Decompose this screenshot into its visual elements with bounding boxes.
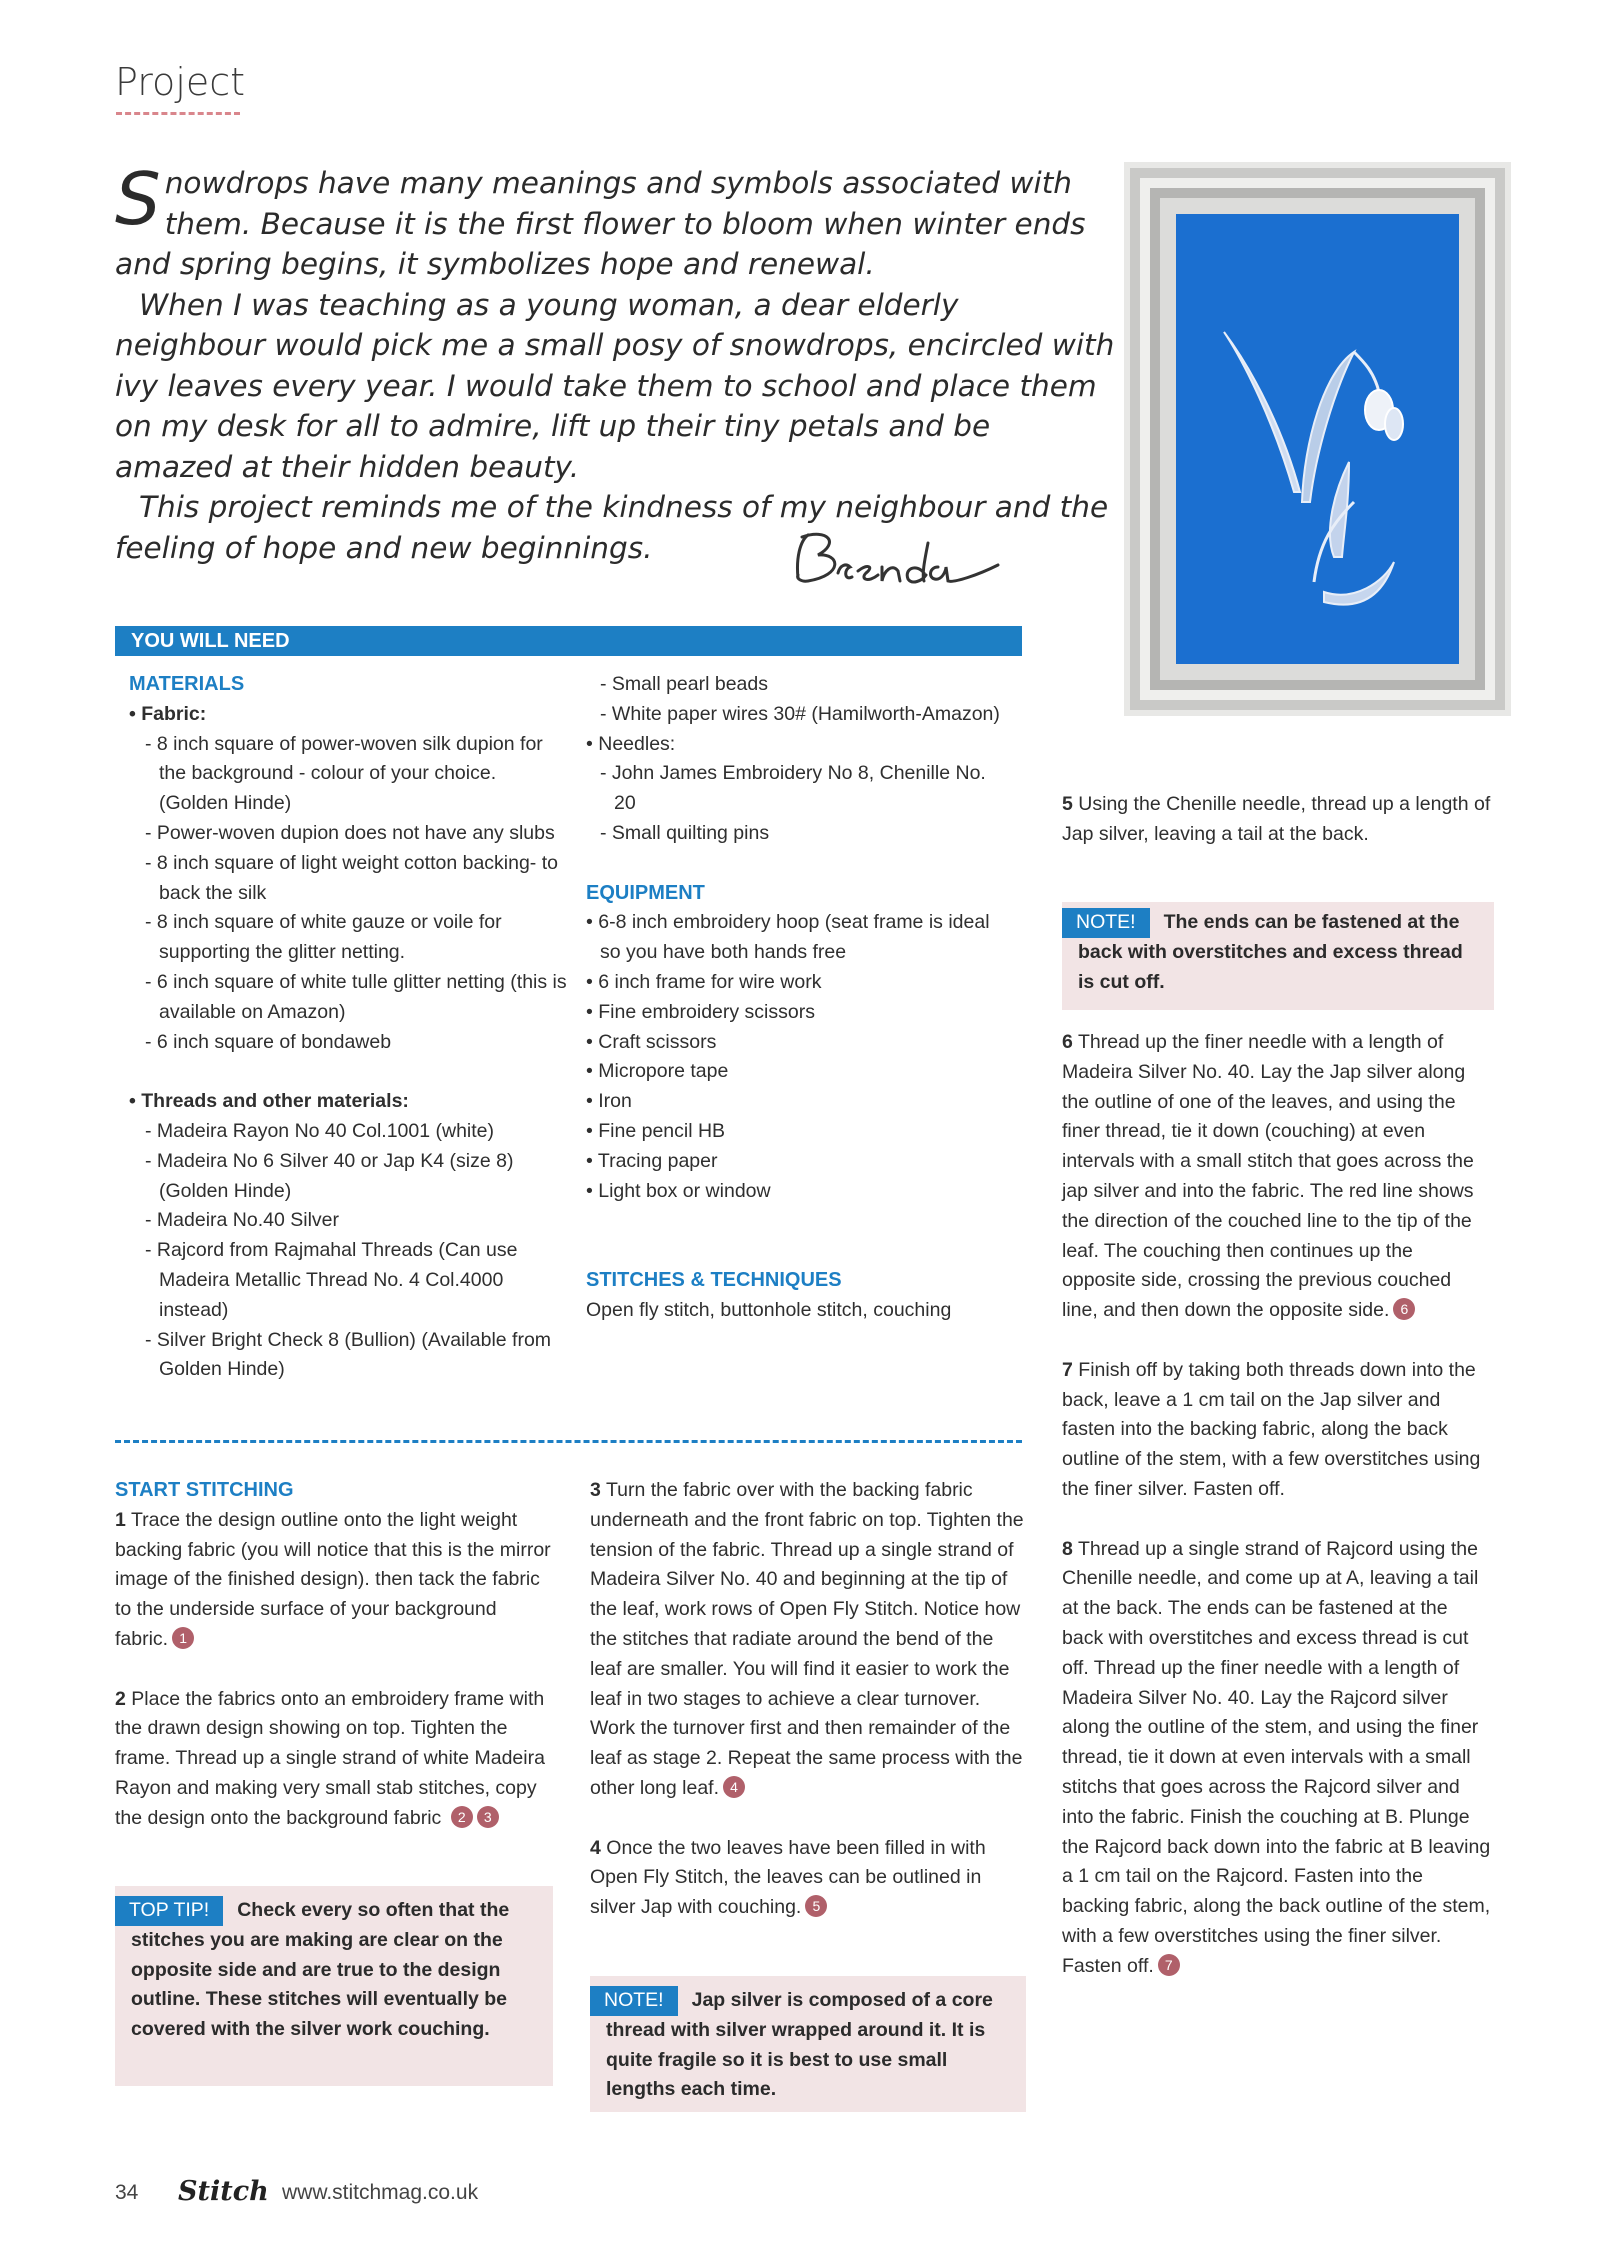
top-tip-box	[115, 1886, 553, 2086]
needles-heading: • Needles:	[586, 732, 676, 755]
equipment-item: • Micropore tape	[586, 1060, 729, 1083]
section-title: Project	[115, 60, 246, 104]
you-will-need-banner: YOU WILL NEED	[115, 626, 1022, 656]
needle-item: - John James Embroidery No 8, Chenille No. 20	[600, 762, 986, 815]
page-number: 34	[115, 2181, 139, 2204]
step-image-badge: 4	[723, 1776, 745, 1798]
steps-column-2	[590, 1476, 1030, 1923]
note-text: Jap silver is composed of a core thread with silver wrapped around it. It is quite fragile so it is best to use small lengths each time.	[606, 1989, 993, 2101]
material-item: - Small pearl beads	[600, 673, 768, 695]
note-tag: NOTE!	[590, 1986, 678, 2016]
steps-column-3a	[1062, 790, 1492, 850]
note-box-ends	[1062, 902, 1494, 1010]
thread-item: - Silver Bright Check 8 (Bullion) (Available from Golden Hinde)	[145, 1328, 552, 1381]
materials-column-1	[129, 670, 569, 1385]
thread-item: - Madeira No.40 Silver	[145, 1209, 339, 1232]
thread-item: - Rajcord from Rajmahal Threads (Can use Madeira Metallic Thread No. 4 Col.4000 instead)	[145, 1239, 518, 1321]
threads-heading: • Threads and other materials:	[129, 1090, 409, 1113]
magazine-logo: Stitch	[178, 2176, 269, 2207]
steps-column-3b	[1062, 1028, 1492, 1982]
fabric-item: - 8 inch square of power-woven silk dupion for the background - colour of your choice. (Golden Hinde)	[145, 732, 543, 815]
step-image-badge: 1	[172, 1627, 194, 1649]
title-underline	[116, 112, 240, 115]
equipment-item: • Light box or window	[586, 1179, 771, 1202]
equipment-item: • Iron	[586, 1090, 632, 1113]
step-4: 4 Once the two leaves have been filled in with Open Fly Stitch, the leaves can be outlined in silver Jap with couching. 5	[590, 1836, 986, 1919]
start-stitching-heading: START STITCHING	[115, 1479, 294, 1501]
signature-image	[778, 523, 1028, 603]
step-3: 3 Turn the fabric over with the backing fabric underneath and the front fabric on top. Tighten the tension of the fabric. Thread up a single strand of Madeira Silver No. 40 and beginning at the tip of the leaf, work rows of Open Fly Stitch. Notice how the stitches that radiate around the bend of the leaf are smaller. You will find it easier to work the leaf in two stages to achieve a clear turnover. Work the turnover first and then remainder of the leaf as stage 2. Repeat the same process with the other long leaf. 4	[590, 1479, 1024, 1799]
step-image-badge: 6	[1393, 1298, 1415, 1320]
equipment-item: • 6-8 inch embroidery hoop (seat frame is ideal so you have both hands free	[586, 911, 990, 964]
step-image-badge: 5	[805, 1895, 827, 1917]
needle-item: - Small quilting pins	[600, 821, 770, 844]
step-7: 7 Finish off by taking both threads down into the back, leave a 1 cm tail on the Jap silver and fasten into the backing fabric, along the back outline of the stem, with a few overstitches using the finer silver. Fasten off.	[1062, 1358, 1481, 1500]
material-item: - White paper wires 30# (Hamilworth-Amazon)	[600, 702, 1000, 725]
intro-paragraph-1: nowdrops have many meanings and symbols associated with them. Because it is the first flower to bloom when winter ends and spring begins, it symbolizes hope and renewal.	[115, 166, 1086, 281]
step-8: 8 Thread up a single strand of Rajcord using the Chenille needle, and come up at A, leaving a tail at the back. The ends can be fastened at the back with overstitches and excess thread is cut off. Thread up the finer needle with a length of Madeira Silver No. 40. Lay the Rajcord silver along the outline of the stem, and using the finer thread, tie it down at even intervals with a small stitchs that goes across the Rajcord silver and into the fabric. Finish the couching at B. Plunge the Rajcord back down into the fabric at B leaving a 1 cm tail on the Rajcord. Fasten into the backing fabric, along the back outline of the stem, with a few overstitches using the finer silver. Fasten off. 7	[1062, 1537, 1491, 1977]
step-5: 5 Using the Chenille needle, thread up a length of Jap silver, leaving a tail at the back.	[1062, 793, 1491, 845]
fabric-item: - 8 inch square of white gauze or voile for supporting the glitter netting.	[145, 911, 502, 964]
step-2: 2 Place the fabrics onto an embroidery frame with the drawn design showing on top. Tighten the frame. Thread up a single strand of white Madeira Rayon and making very small stab stitches, copy the design onto the background fabric 2 3	[115, 1687, 545, 1829]
intro-text	[115, 157, 1115, 568]
fabric-heading: • Fabric:	[129, 702, 207, 725]
equipment-heading: EQUIPMENT	[586, 881, 705, 904]
intro-paragraph-3: This project reminds me of the kindness of my neighbour and the feeling of hope and new beginnings.	[115, 490, 1109, 565]
step-6: 6 Thread up the finer needle with a length of Madeira Silver No. 40. Lay the Jap silver along the outline of one of the leaves, and using the finer thread, tie it down (couching) at even intervals with a small stitch that goes across the jap silver and into the fabric. The red line shows the direction of the couched line to the tip of the leaf. The couching then continues up the opposite side, crossing the previous couched line, and then down the opposite side. 6	[1062, 1031, 1474, 1322]
equipment-item: • 6 inch frame for wire work	[586, 970, 822, 993]
fabric-item: - Power-woven dupion does not have any slubs	[145, 821, 555, 844]
materials-heading: MATERIALS	[129, 673, 245, 695]
website-url: www.stitchmag.co.uk	[282, 2181, 479, 2204]
note-box-jap-silver	[590, 1976, 1026, 2112]
steps-column-1	[115, 1476, 555, 1834]
step-image-badge: 2	[451, 1806, 473, 1828]
framed-snowdrop-photo	[1124, 162, 1511, 716]
fabric-item: - 8 inch square of light weight cotton backing- to back the silk	[145, 851, 558, 904]
note-tag: NOTE!	[1062, 908, 1150, 938]
note-text: The ends can be fastened at the back with overstitches and excess thread is cut off.	[1078, 911, 1463, 993]
section-divider	[115, 1440, 1022, 1443]
drop-cap: S	[115, 157, 161, 241]
materials-column-2	[586, 670, 1006, 1326]
intro-paragraph-2: When I was teaching as a young woman, a dear elderly neighbour would pick me a small posy of snowdrops, encircled with ivy leaves every year. I would take them to school and place them on my desk for all to admire, lift up their tiny petals and be amazed at their hidden beauty.	[115, 287, 1115, 484]
equipment-item: • Fine pencil HB	[586, 1119, 726, 1142]
step-1: 1 Trace the design outline onto the light weight backing fabric (you will notice that this is the mirror image of the finished design). then tack the fabric to the underside surface of your background fabric. 1	[115, 1508, 551, 1650]
step-image-badge: 3	[477, 1806, 499, 1828]
top-tip-text: Check every so often that the stitches you are making are clear on the opposite side and are true to the design outline. These stitches will eventually be covered with the silver work couching.	[131, 1899, 510, 2041]
top-tip-tag: TOP TIP!	[115, 1896, 223, 1926]
thread-item: - Madeira Rayon No 40 Col.1001 (white)	[145, 1119, 495, 1142]
step-image-badge: 7	[1158, 1954, 1180, 1976]
stitches-text: Open fly stitch, buttonhole stitch, couching	[586, 1298, 952, 1321]
equipment-item: • Tracing paper	[586, 1149, 718, 1172]
equipment-item: • Craft scissors	[586, 1030, 717, 1053]
thread-item: - Madeira No 6 Silver 40 or Jap K4 (size 8) (Golden Hinde)	[145, 1149, 514, 1202]
stitches-heading: STITCHES & TECHNIQUES	[586, 1268, 842, 1291]
equipment-item: • Fine embroidery scissors	[586, 1000, 815, 1023]
fabric-item: - 6 inch square of bondaweb	[145, 1030, 392, 1053]
fabric-item: - 6 inch square of white tulle glitter netting (this is available on Amazon)	[145, 970, 567, 1023]
